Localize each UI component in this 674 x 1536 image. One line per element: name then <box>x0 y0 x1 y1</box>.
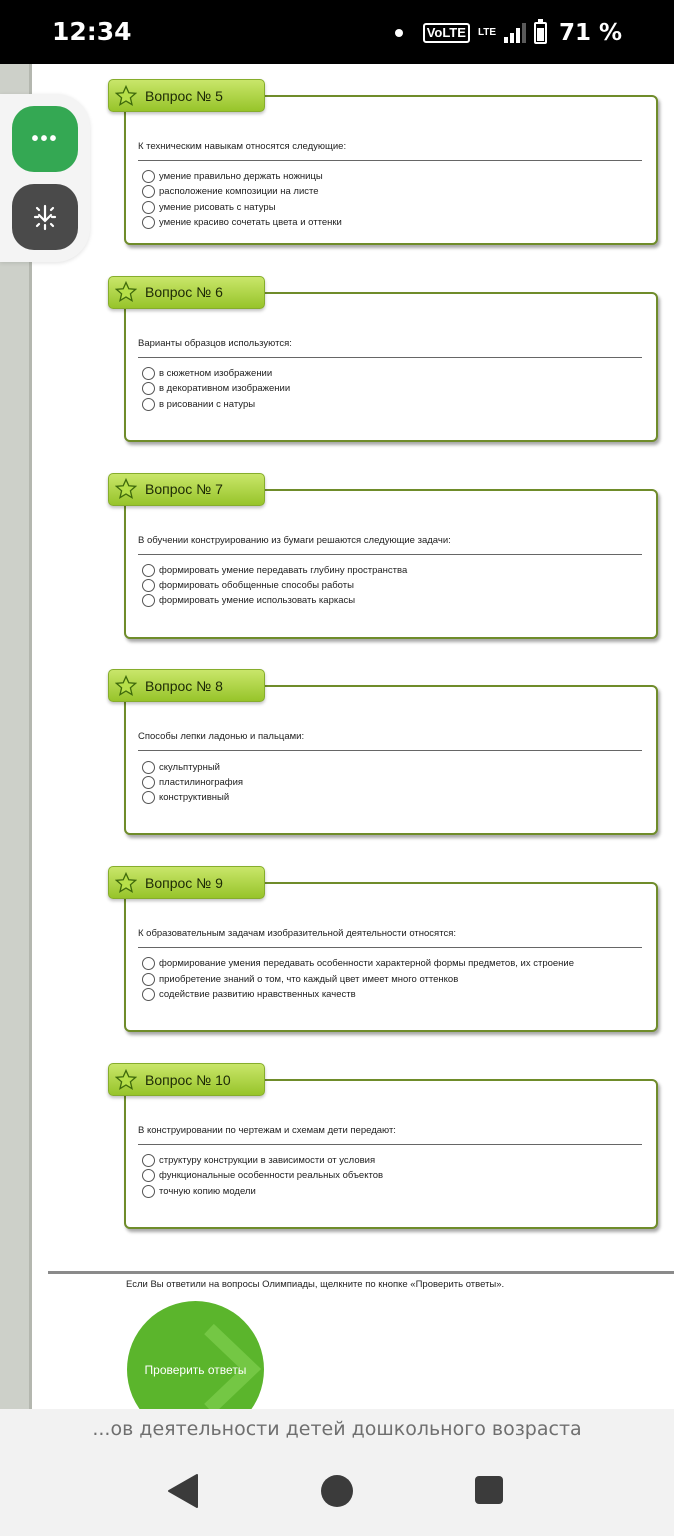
answer-option[interactable] <box>142 1168 383 1183</box>
star-icon <box>115 281 137 303</box>
radio-button[interactable] <box>142 201 155 214</box>
question-card <box>124 292 658 442</box>
question-divider <box>138 1144 642 1145</box>
content-divider <box>48 1271 674 1274</box>
radio-button[interactable] <box>142 791 155 804</box>
check-answers-label: Проверить ответы <box>144 1362 247 1377</box>
radio-button[interactable] <box>142 776 155 789</box>
answer-option[interactable] <box>142 971 574 986</box>
answer-option[interactable] <box>142 790 243 805</box>
answer-option-label: функциональные особенности реальных объектов <box>159 1170 384 1182</box>
question-divider <box>138 160 642 161</box>
answer-options <box>142 956 574 1002</box>
radio-button[interactable] <box>142 973 155 986</box>
status-icons <box>395 17 622 49</box>
star-icon <box>115 872 137 894</box>
radio-button[interactable] <box>142 579 155 592</box>
answer-option-label: формирование умения передавать особенности характерной формы предметов, их строение <box>159 958 575 970</box>
question-divider <box>138 554 642 555</box>
floating-actions-panel <box>0 94 90 262</box>
question-divider <box>138 357 642 358</box>
answer-option-label: в рисовании с натуры <box>159 398 256 410</box>
question-text: К техническим навыкам относятся следующие: <box>138 141 347 152</box>
answer-option-label: формировать умение использовать каркасы <box>159 595 356 607</box>
star-icon <box>115 675 137 697</box>
page-title-bar[interactable] <box>0 1409 674 1449</box>
question-title: Вопрос № 5 <box>145 87 223 104</box>
answer-options <box>142 169 342 230</box>
answer-option[interactable] <box>142 593 407 608</box>
status-time: 12:34 <box>52 17 132 46</box>
answer-option-label: в декоративном изображении <box>159 383 291 395</box>
star-icon <box>115 1069 137 1091</box>
answer-option-label: умение красиво сочетать цвета и оттенки <box>159 217 342 229</box>
answer-option[interactable] <box>142 184 342 199</box>
home-icon[interactable] <box>321 1475 353 1507</box>
radio-button[interactable] <box>142 957 155 970</box>
answer-option[interactable] <box>142 169 342 184</box>
recent-apps-icon[interactable] <box>475 1476 503 1504</box>
answer-options <box>142 563 407 609</box>
back-icon[interactable] <box>167 1473 199 1509</box>
question-block <box>108 866 660 1036</box>
question-header <box>108 473 265 506</box>
question-header <box>108 1063 265 1096</box>
answer-option[interactable] <box>142 381 290 396</box>
question-header <box>108 866 265 899</box>
question-text: К образовательным задачам изобразительной деятельности относятся: <box>138 928 456 940</box>
question-card <box>124 685 658 835</box>
answer-option[interactable] <box>142 563 407 578</box>
question-card <box>124 1079 658 1229</box>
answer-option[interactable] <box>142 987 574 1002</box>
radio-button[interactable] <box>142 564 155 577</box>
radio-button[interactable] <box>142 1185 155 1198</box>
question-text: Способы лепки ладонью и пальцами: <box>138 731 305 743</box>
radio-button[interactable] <box>142 367 155 380</box>
question-block <box>108 276 660 446</box>
radio-button[interactable] <box>142 594 155 607</box>
question-title: Вопрос № 10 <box>145 1071 231 1088</box>
question-divider <box>138 947 642 948</box>
answer-option-label: умение рисовать с натуры <box>159 201 276 213</box>
question-card <box>124 882 658 1032</box>
question-block <box>108 1063 660 1233</box>
navigation-bar <box>0 1449 674 1536</box>
radio-button[interactable] <box>142 761 155 774</box>
answer-option-label: в сюжетном изображении <box>159 367 273 379</box>
answer-option-label: содействие развитию нравственных качеств <box>159 988 356 1000</box>
question-header <box>108 669 265 702</box>
radio-button[interactable] <box>142 382 155 395</box>
answer-option-label: пластилинография <box>159 776 244 788</box>
question-header <box>108 276 265 309</box>
radio-button[interactable] <box>142 988 155 1001</box>
answer-option[interactable] <box>142 1153 383 1168</box>
answer-option[interactable] <box>142 1184 383 1199</box>
question-title: Вопрос № 9 <box>145 874 223 891</box>
answer-option-label: приобретение знаний о том, что каждый цвет имеет много оттенков <box>159 973 459 985</box>
download-button[interactable] <box>12 184 78 250</box>
battery-percent: 71 % <box>558 20 622 46</box>
question-block <box>108 669 660 839</box>
answer-option-label: скульптурный <box>159 761 220 773</box>
question-title: Вопрос № 7 <box>145 481 223 498</box>
radio-button[interactable] <box>142 1169 155 1182</box>
answer-option[interactable] <box>142 366 290 381</box>
footer-note: Если Вы ответили на вопросы Олимпиады, щелкните по кнопке «Проверить ответы». <box>126 1279 505 1290</box>
download-icon <box>28 200 62 234</box>
answer-option-label: точную копию модели <box>159 1185 256 1197</box>
radio-button[interactable] <box>142 1154 155 1167</box>
answer-option[interactable] <box>142 578 407 593</box>
answer-option[interactable] <box>142 775 243 790</box>
battery-icon <box>534 22 547 44</box>
answer-options <box>142 1153 383 1199</box>
answer-option[interactable] <box>142 215 342 230</box>
question-title: Вопрос № 8 <box>145 677 223 694</box>
web-page <box>0 64 674 1409</box>
question-card <box>124 95 658 245</box>
answer-option[interactable] <box>142 396 290 411</box>
signal-icon <box>504 23 526 43</box>
notification-dot-icon <box>395 29 403 37</box>
question-text: В обучении конструированию из бумаги решаются следующие задачи: <box>138 534 451 546</box>
answer-options <box>142 759 243 805</box>
question-title: Вопрос № 6 <box>145 284 223 301</box>
answer-option[interactable] <box>142 956 574 971</box>
answer-option-label: формировать обобщенные способы работы <box>159 580 354 592</box>
lte-icon: LTE <box>477 27 497 38</box>
question-divider <box>138 750 642 751</box>
question-text: В конструировании по чертежам и схемам дети передают: <box>138 1125 396 1136</box>
answer-option-label: умение правильно держать ножницы <box>159 171 323 183</box>
check-answers-button[interactable] <box>127 1301 264 1409</box>
question-text: Варианты образцов используются: <box>138 337 292 349</box>
question-block <box>108 473 660 643</box>
answer-option-label: формировать умение передавать глубину пространства <box>159 564 408 576</box>
radio-button[interactable] <box>142 170 155 183</box>
question-block <box>108 79 660 249</box>
radio-button[interactable] <box>142 398 155 411</box>
volte-icon: VoLTE <box>423 23 470 43</box>
answer-option-label: конструктивный <box>159 792 230 804</box>
answer-option[interactable] <box>142 200 342 215</box>
answer-option[interactable] <box>142 759 243 774</box>
status-bar <box>0 0 674 64</box>
answer-option-label: расположение композиции на листе <box>159 186 319 198</box>
chevron-decoration-icon <box>127 1301 264 1409</box>
question-header <box>108 79 265 112</box>
radio-button[interactable] <box>142 216 155 229</box>
more-options-button[interactable]: ••• <box>12 106 78 172</box>
page-title-text: ...ов деятельности детей дошкольного возраста <box>92 1418 582 1440</box>
question-card <box>124 489 658 639</box>
answer-option-label: структуру конструкции в зависимости от условия <box>159 1155 376 1167</box>
star-icon <box>115 478 137 500</box>
radio-button[interactable] <box>142 185 155 198</box>
answer-options <box>142 366 290 412</box>
page-left-rail <box>0 64 32 1409</box>
star-icon <box>115 85 137 107</box>
